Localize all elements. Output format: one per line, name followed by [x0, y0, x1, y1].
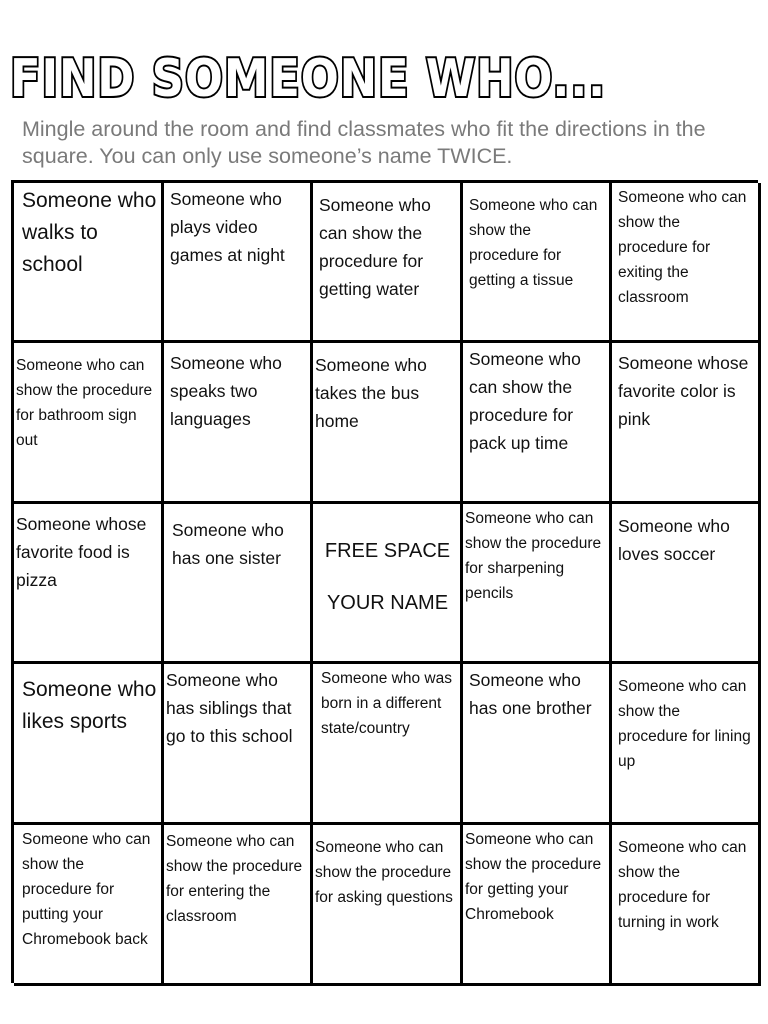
grid-cell[interactable]	[313, 664, 463, 825]
grid-cell[interactable]	[14, 343, 164, 504]
grid-cell[interactable]	[313, 825, 463, 986]
grid-cell[interactable]	[463, 825, 612, 986]
grid-cell[interactable]	[164, 183, 313, 343]
grid-cell-text: Someone who can show the procedure for getting a tissue	[469, 197, 598, 289]
grid-cell-text: Someone who has one brother	[469, 670, 592, 718]
free-space-cell[interactable]	[313, 504, 463, 664]
grid-cell-text: Someone who can show the procedure for lining up	[618, 678, 751, 770]
grid-cell[interactable]	[164, 504, 313, 664]
grid-cell[interactable]	[14, 183, 164, 343]
grid-cell[interactable]	[612, 504, 761, 664]
grid-cell-text: Someone who was born in a different state/country	[321, 670, 452, 737]
grid-cell[interactable]	[14, 504, 164, 664]
grid-cell[interactable]	[164, 825, 313, 986]
page-title-text: FIND SOMEONE WHO...	[10, 49, 606, 109]
free-space-label: FREE SPACE	[324, 540, 451, 562]
grid-cell-text: Someone who likes sports	[22, 678, 157, 733]
grid-cell[interactable]	[313, 343, 463, 504]
grid-cell-text: Someone who can show the procedure for pack up time	[469, 349, 581, 453]
grid-cell[interactable]	[463, 504, 612, 664]
grid-cell[interactable]	[164, 343, 313, 504]
grid-cell[interactable]	[612, 343, 761, 504]
grid-cell[interactable]	[463, 343, 612, 504]
grid-cell-text: Someone whose favorite color is pink	[618, 353, 749, 429]
grid-cell-text: Someone who can show the procedure for entering the classroom	[166, 833, 303, 925]
grid-cell-text: Someone who can show the procedure for putting your Chromebook back	[22, 831, 151, 948]
grid-cell[interactable]	[463, 183, 612, 343]
grid-cell[interactable]	[164, 664, 313, 825]
grid-cell-text: Someone who can show the procedure for turning in work	[618, 839, 747, 931]
grid-cell[interactable]	[612, 825, 761, 986]
grid-cell[interactable]	[463, 664, 612, 825]
grid-cell[interactable]	[612, 664, 761, 825]
grid-cell-text: Someone who loves soccer	[618, 516, 730, 564]
grid-cell-text: Someone who can show the procedure for getting water	[319, 195, 431, 299]
grid-cell-text: Someone who can show the procedure for bathroom sign out	[16, 357, 153, 449]
grid-cell-text: Someone who can show the procedure for getting your Chromebook	[465, 831, 602, 923]
grid-cell-text: Someone who has siblings that go to this school	[166, 670, 293, 746]
grid-cell-text: Someone who walks to school	[22, 189, 157, 276]
grid-cell-text: Someone who speaks two languages	[170, 353, 282, 429]
grid-cell[interactable]	[612, 183, 761, 343]
page-title	[8, 38, 768, 110]
grid-cell-text: Someone who can show the procedure for sharpening pencils	[465, 510, 602, 602]
free-space-name: YOUR NAME	[326, 592, 449, 614]
grid-cell-text: Someone who plays video games at night	[170, 189, 285, 265]
bingo-grid	[11, 180, 758, 983]
grid-cell[interactable]	[14, 825, 164, 986]
grid-cell[interactable]	[313, 183, 463, 343]
grid-cell-text: Someone who can show the procedure for asking questions	[315, 839, 453, 906]
grid-cell-text: Someone who takes the bus home	[315, 355, 427, 431]
grid-cell-text: Someone who has one sister	[172, 520, 284, 568]
grid-cell[interactable]	[14, 664, 164, 825]
grid-cell-text: Someone whose favorite food is pizza	[16, 514, 147, 590]
instructions-text: Mingle around the room and find classmates who fit the directions in the square. You can only use someone’s name TWICE.	[22, 117, 706, 168]
grid-cell-text: Someone who can show the procedure for exiting the classroom	[618, 189, 747, 306]
